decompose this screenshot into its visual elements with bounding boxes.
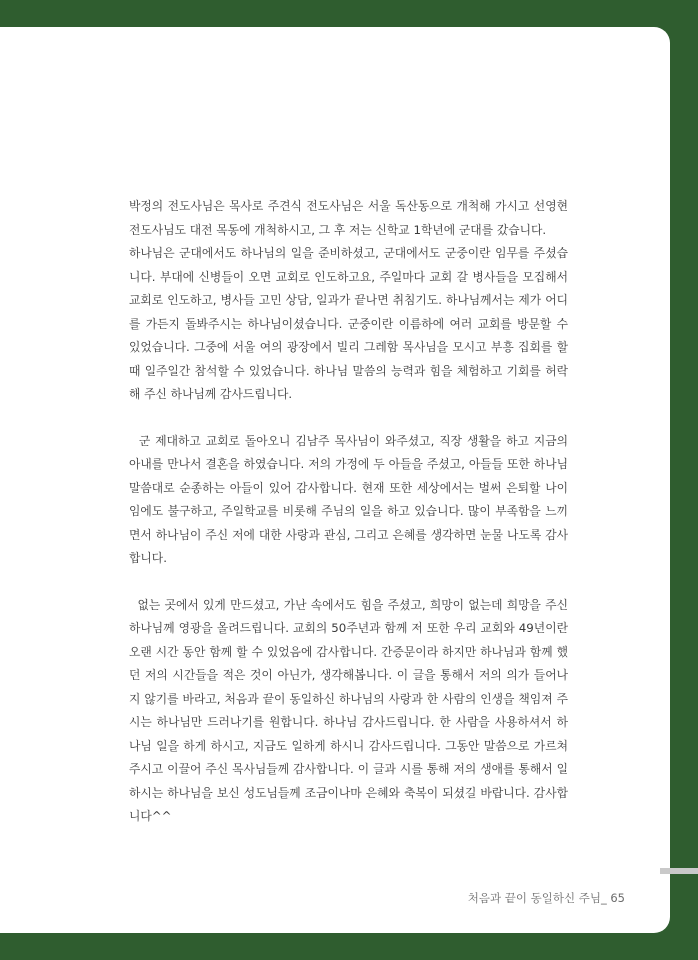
paragraph-spacer (129, 571, 568, 594)
paragraph-4: 없는 곳에서 있게 만드셨고, 가난 속에서도 힘을 주셨고, 희망이 없는데 희망을 주신 하나님께 영광을 올려드립니다. 교회의 50주년과 함께 저 또한 우리 교회와 49년이란 오랜 시간 동안 함께 할 수 있었음에 감사합니다. 간증문이라 하지만 하나님과 함께 했던 저의 시간들을 적은 것이 아닌가, 생각해봅니다. 이 글을 통해서 저의 의가 들어나지 않기를 바라고, 처음과 끝이 동일하신 하나님의 사랑과 한 사람의 인생을 책임져 주시는 하나님만 드러나기를 원합니다. 하나님 감사드립니다. 한 사람을 사용하셔서 하나님 일을 하게 하시고, 지금도 일하게 하시니 감사드립니다. 그동안 말씀으로 가르쳐 주시고 이끌어 주신 목사님들께 감사합니다. 이 글과 시를 통해 저의 생애를 통해서 일하시는 하나님을 보신 성도님들께 조금이나마 은혜와 축복이 되셨길 바랍니다. 감사합니다^^ (129, 597, 572, 823)
page-tab-marker (660, 868, 698, 874)
paragraph-2: 하나님은 군대에서도 하나님의 일을 준비하셨고, 군대에서도 군중이란 임무를 주셨습니다. 부대에 신병들이 오면 교회로 인도하고요, 주일마다 교회 갈 병사들을 모집해서 교회로 인도하고, 병사들 고민 상담, 일과가 끝나면 취침기도. 하나님께서는 제가 어디를 가든지 돌봐주시는 하나님이셨습니다. 군중이란 이름하에 여러 교회를 방문할 수 있었습니다. 그중에 서울 여의 광장에서 빌리 그레함 목사님을 모시고 부흥 집회를 할 때 일주일간 참석할 수 있었습니다. 하나님 말씀의 능력과 힘을 체험하고 기회를 허락해 주신 하나님께 감사드립니다. (129, 246, 572, 401)
paragraph-3: 군 제대하고 교회로 돌아오니 김남주 목사님이 와주셨고, 직장 생활을 하고 지금의 아내를 만나서 결혼을 하였습니다. 저의 가정에 두 아들을 주셨고, 아들들 또한 하나님 말씀대로 순종하는 아들이 있어 감사합니다. 현재 또한 세상에서는 벌써 은퇴할 나이임에도 불구하고, 주일학교를 비롯해 주님의 일을 하고 있습니다. 많이 부족함을 느끼면서 하나님이 주신 저에 대한 사랑과 관심, 그리고 은혜를 생각하면 눈물 나도록 감사합니다. (129, 433, 572, 565)
article-body (129, 195, 572, 829)
book-page (0, 27, 670, 933)
running-title: 처음과 끝이 동일하신 주님_ (467, 891, 607, 905)
paragraph-spacer (129, 407, 568, 430)
paragraph-1: 박정의 전도사님은 목사로 주견식 전도사님은 서울 독산동으로 개척해 가시고 선영현 전도사님도 대전 목동에 개척하시고, 그 후 저는 신학교 1학년에 군대를 갔습니다. (129, 199, 572, 237)
page-footer (468, 891, 625, 905)
page-number: 65 (610, 891, 625, 905)
